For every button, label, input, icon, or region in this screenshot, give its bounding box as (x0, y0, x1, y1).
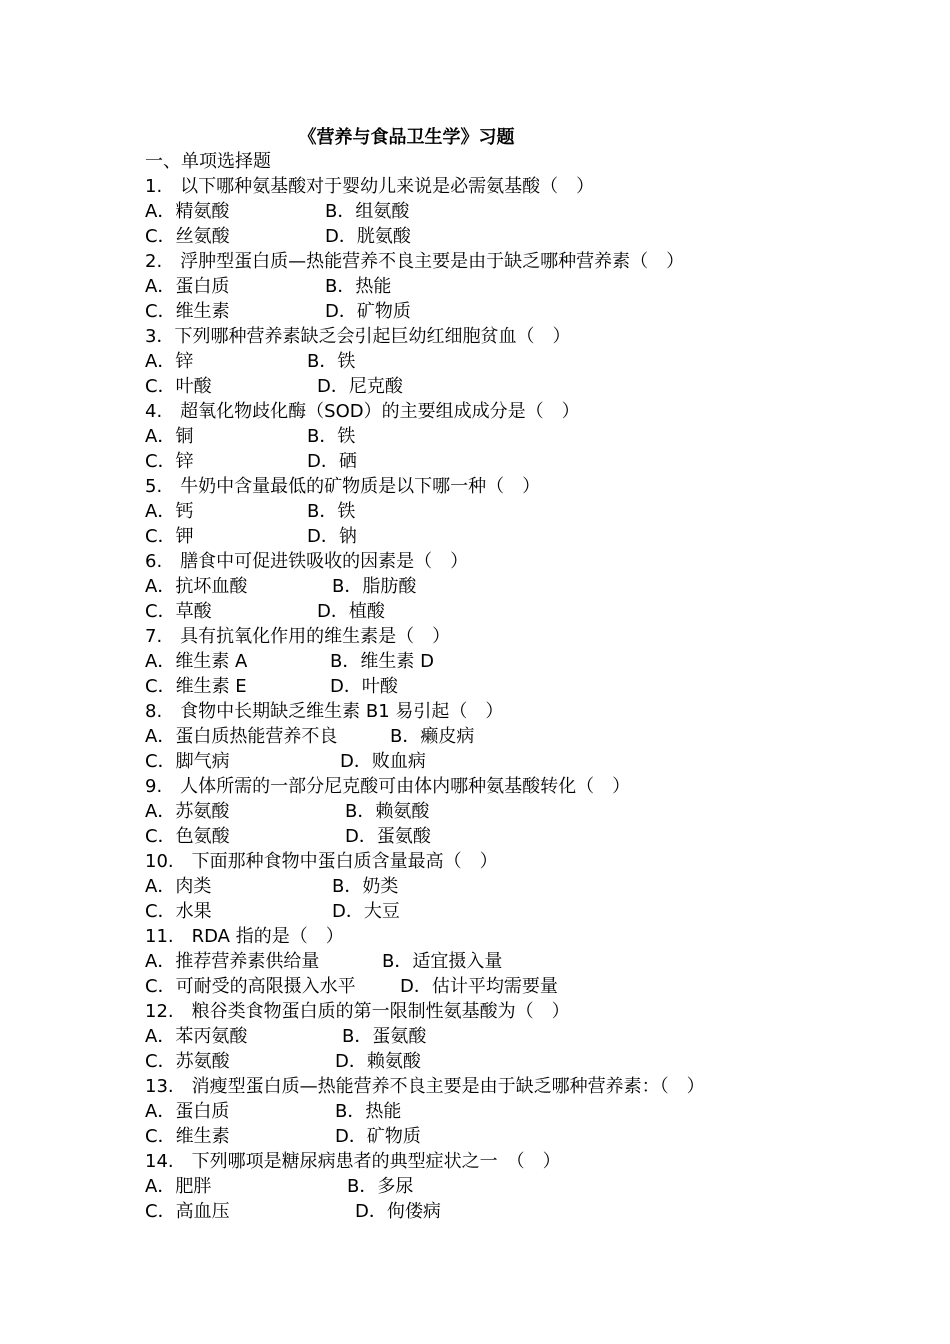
option-row (145, 499, 705, 524)
option-row (145, 1049, 705, 1074)
option-row (145, 374, 705, 399)
option-row (145, 724, 705, 749)
option-row (145, 674, 705, 699)
question-item (145, 1149, 705, 1224)
question-item (145, 474, 705, 549)
option-row (145, 449, 705, 474)
option-b: B．适宜摄入量 (382, 951, 503, 972)
option-b: B．组氨酸 (325, 201, 410, 222)
option-d: D．尼克酸 (317, 376, 403, 397)
option-b: B．脂肪酸 (332, 576, 417, 597)
option-row (145, 1024, 705, 1049)
document-title: 《营养与食品卫生学》习题 (298, 127, 515, 148)
question-stem: 7. 具有抗氧化作用的维生素是（ ） (145, 626, 451, 647)
question-stem: 9. 人体所需的一部分尼克酸可由体内哪种氨基酸转化（ ） (145, 776, 631, 797)
option-row (145, 574, 705, 599)
option-a: A．肥胖 (145, 1176, 212, 1197)
option-row (145, 874, 705, 899)
option-d: D．佝偻病 (355, 1201, 441, 1222)
option-b: B．蛋氨酸 (342, 1026, 427, 1047)
option-d: D．胱氨酸 (325, 226, 411, 247)
question-list (145, 174, 705, 1224)
option-row (145, 899, 705, 924)
option-row (145, 524, 705, 549)
option-row (145, 299, 705, 324)
question-item (145, 1074, 705, 1149)
option-a: A．维生素 A (145, 651, 248, 672)
option-row (145, 949, 705, 974)
question-item (145, 774, 705, 849)
option-a: A．抗坏血酸 (145, 576, 248, 597)
option-c: C．锌 (145, 451, 194, 472)
question-item (145, 849, 705, 924)
option-c: C．维生素 (145, 301, 230, 322)
option-row (145, 824, 705, 849)
option-d: D．叶酸 (330, 676, 398, 697)
option-d: D．硒 (307, 451, 357, 472)
question-item (145, 624, 705, 699)
question-item (145, 999, 705, 1074)
option-a: A．蛋白质 (145, 1101, 230, 1122)
option-d: D．大豆 (332, 901, 400, 922)
question-stem: 2. 浮肿型蛋白质—热能营养不良主要是由于缺乏哪种营养素（ ） (145, 251, 685, 272)
option-d: D．矿物质 (325, 301, 411, 322)
option-a: A．推荐营养素供给量 (145, 951, 320, 972)
question-stem: 4. 超氧化物歧化酶（SOD）的主要组成成分是（ ） (145, 401, 580, 422)
question-stem: 14. 下列哪项是糖尿病患者的典型症状之一 （ ） (145, 1151, 561, 1172)
question-stem: 10. 下面那种食物中蛋白质含量最高（ ） (145, 851, 498, 872)
option-d: D．植酸 (317, 601, 385, 622)
question-item (145, 699, 705, 774)
option-a: A．蛋白质 (145, 276, 230, 297)
option-b: B．铁 (307, 501, 356, 522)
option-b: B．热能 (335, 1101, 402, 1122)
question-stem: 8. 食物中长期缺乏维生素 B1 易引起（ ） (145, 701, 504, 722)
question-stem: 6. 膳食中可促进铁吸收的因素是（ ） (145, 551, 469, 572)
option-c: C．丝氨酸 (145, 226, 230, 247)
option-row (145, 349, 705, 374)
option-d: D．蛋氨酸 (345, 826, 431, 847)
question-stem: 3．下列哪种营养素缺乏会引起巨幼红细胞贫血（ ） (145, 326, 571, 347)
option-d: D．矿物质 (335, 1126, 421, 1147)
option-a: A．铜 (145, 426, 194, 447)
option-d: D．败血病 (340, 751, 426, 772)
option-c: C．水果 (145, 901, 212, 922)
question-item (145, 549, 705, 624)
question-stem: 5. 牛奶中含量最低的矿物质是以下哪一种（ ） (145, 476, 541, 497)
option-b: B．铁 (307, 351, 356, 372)
option-row (145, 1099, 705, 1124)
option-a: A．苯丙氨酸 (145, 1026, 248, 1047)
option-b: B．维生素 D (330, 651, 434, 672)
option-a: A．精氨酸 (145, 201, 230, 222)
option-c: C．可耐受的高限摄入水平 (145, 976, 356, 997)
option-c: C．草酸 (145, 601, 212, 622)
question-item (145, 324, 705, 399)
option-b: B．癞皮病 (390, 726, 475, 747)
option-b: B．奶类 (332, 876, 399, 897)
option-b: B．多尿 (347, 1176, 414, 1197)
option-row (145, 974, 705, 999)
option-b: B．铁 (307, 426, 356, 447)
option-d: D．估计平均需要量 (400, 976, 558, 997)
option-row (145, 199, 705, 224)
question-stem: 12. 粮谷类食物蛋白质的第一限制性氨基酸为（ ） (145, 1001, 570, 1022)
option-row (145, 274, 705, 299)
question-item (145, 174, 705, 249)
question-stem: 1. 以下哪种氨基酸对于婴幼儿来说是必需氨基酸（ ） (145, 176, 595, 197)
question-item (145, 924, 705, 999)
option-row (145, 649, 705, 674)
option-row (145, 1199, 705, 1224)
option-row (145, 424, 705, 449)
option-d: D．钠 (307, 526, 357, 547)
question-item (145, 249, 705, 324)
option-a: A．苏氨酸 (145, 801, 230, 822)
option-c: C．叶酸 (145, 376, 212, 397)
option-d: D．赖氨酸 (335, 1051, 421, 1072)
option-c: C．高血压 (145, 1201, 230, 1222)
option-c: C．苏氨酸 (145, 1051, 230, 1072)
option-row (145, 224, 705, 249)
option-row (145, 599, 705, 624)
section-heading: 一、单项选择题 (145, 151, 271, 172)
option-b: B．赖氨酸 (345, 801, 430, 822)
option-c: C．脚气病 (145, 751, 230, 772)
question-item (145, 399, 705, 474)
option-a: A．蛋白质热能营养不良 (145, 726, 338, 747)
option-row (145, 799, 705, 824)
option-a: A．锌 (145, 351, 194, 372)
option-c: C．色氨酸 (145, 826, 230, 847)
option-row (145, 1174, 705, 1199)
option-a: A．钙 (145, 501, 194, 522)
option-b: B．热能 (325, 276, 392, 297)
option-c: C．钾 (145, 526, 194, 547)
option-a: A．肉类 (145, 876, 212, 897)
option-row (145, 749, 705, 774)
option-c: C．维生素 E (145, 676, 247, 697)
option-row (145, 1124, 705, 1149)
option-c: C．维生素 (145, 1126, 230, 1147)
question-stem: 13. 消瘦型蛋白质—热能营养不良主要是由于缺乏哪种营养素：（ ） (145, 1076, 705, 1097)
question-stem: 11. RDA 指的是（ ） (145, 926, 344, 947)
